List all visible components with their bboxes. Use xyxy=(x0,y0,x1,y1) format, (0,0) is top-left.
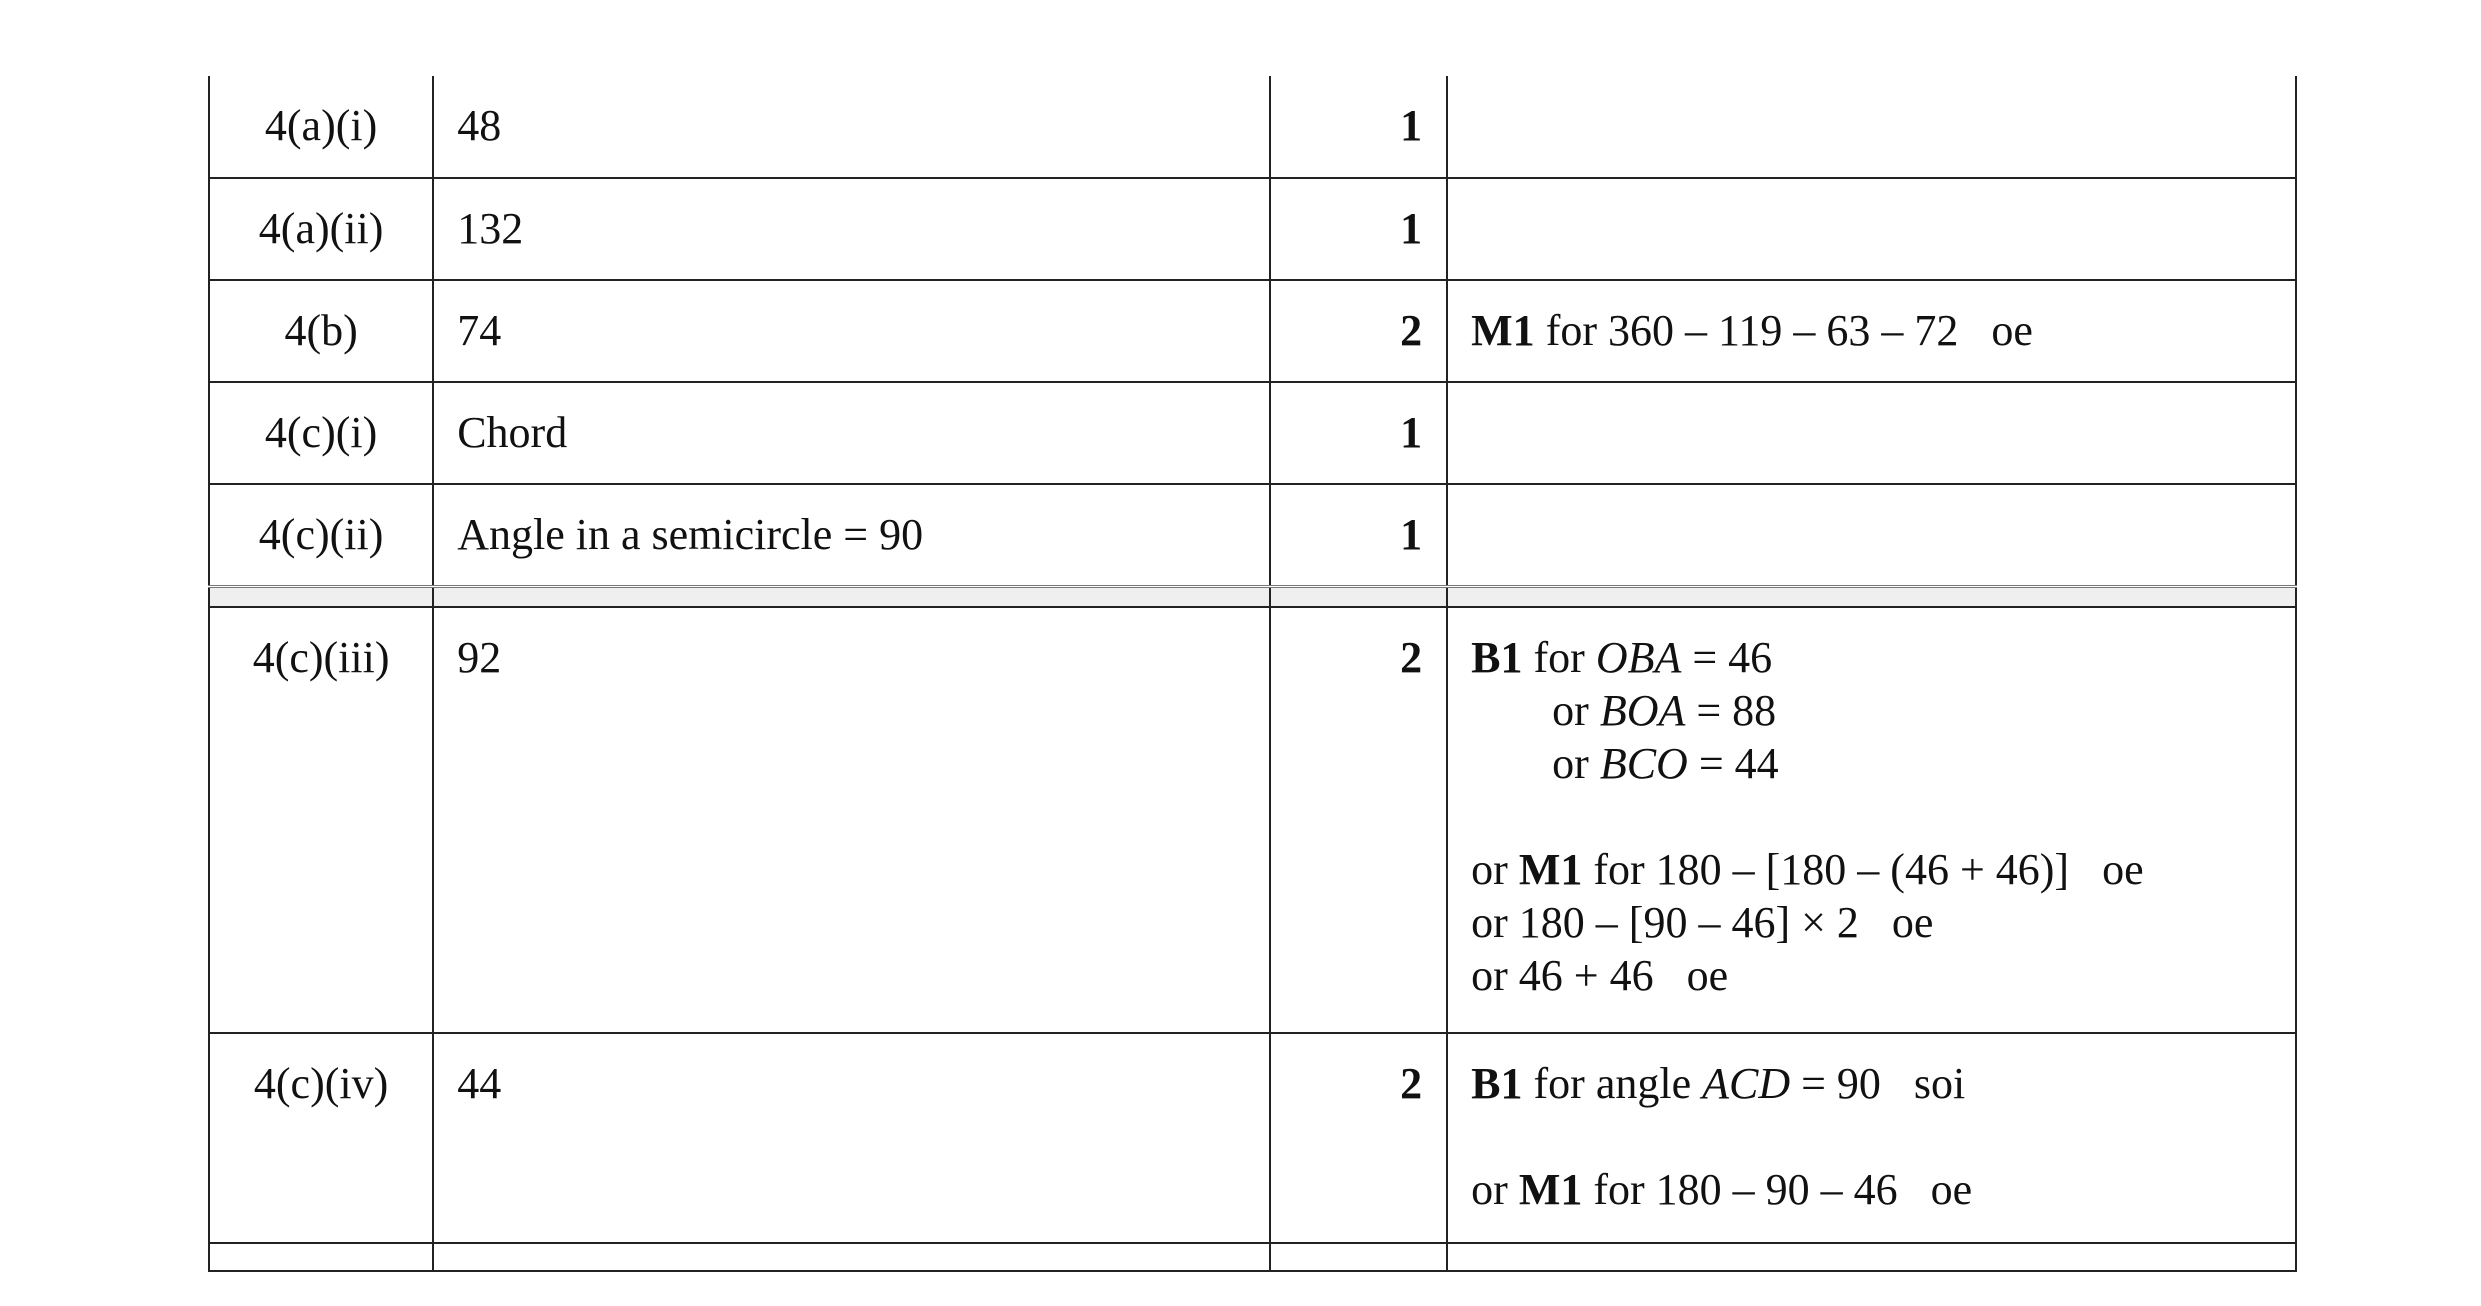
answer: 92 xyxy=(457,633,502,682)
table-row xyxy=(209,484,2296,587)
table-row xyxy=(209,382,2296,484)
mark-code: M1 xyxy=(1518,1165,1583,1214)
spacer xyxy=(1471,1110,2295,1163)
guidance-line: or 46 + 46 oe xyxy=(1471,951,1729,1000)
angle-name: ACD xyxy=(1702,1059,1791,1108)
question-number: 4(a)(ii) xyxy=(258,204,384,253)
guidance-line xyxy=(1471,631,2295,684)
answer: 48 xyxy=(457,101,502,150)
question-number: 4(c)(i) xyxy=(264,408,378,457)
table-row xyxy=(209,1033,2296,1243)
guidance-text: for 180 – 90 – 46 oe xyxy=(1582,1165,1973,1214)
guidance xyxy=(1471,281,2295,381)
answer: Chord xyxy=(457,408,568,457)
guidance-text: for 180 – [180 – (46 + 46)] oe xyxy=(1582,845,2144,894)
guidance xyxy=(1471,179,2295,226)
guidance-text: or xyxy=(1552,739,1600,788)
table-row xyxy=(209,178,2296,280)
guidance xyxy=(1471,1034,2295,1240)
answer: 74 xyxy=(457,306,502,355)
guidance-line: or 180 – [90 – 46] × 2 oe xyxy=(1471,898,1934,947)
question-number: 4(b) xyxy=(284,306,358,355)
guidance-text: or xyxy=(1552,686,1600,735)
mark-code: B1 xyxy=(1471,1059,1523,1108)
guidance-line xyxy=(1471,684,2295,737)
marks: 1 xyxy=(1400,510,1423,559)
question-number: 4(c)(iv) xyxy=(253,1059,389,1108)
guidance xyxy=(1471,383,2295,430)
guidance-text: = 90 soi xyxy=(1790,1059,1966,1108)
question-number: 4(a)(i) xyxy=(264,101,378,150)
spacer xyxy=(1471,790,2295,843)
table-row xyxy=(209,280,2296,382)
guidance-line xyxy=(1471,1057,2295,1110)
marks: 1 xyxy=(1400,204,1423,253)
angle-name: BCO xyxy=(1599,739,1688,788)
angle-name: OBA xyxy=(1595,633,1682,682)
guidance-text: or xyxy=(1471,845,1519,894)
marks: 2 xyxy=(1400,1059,1423,1108)
answer: 44 xyxy=(457,1059,502,1108)
mark-scheme-sheet xyxy=(208,76,2297,1272)
mark-code: M1 xyxy=(1471,306,1535,355)
guidance-text: for xyxy=(1522,633,1596,682)
answer: 132 xyxy=(457,204,524,253)
table-row xyxy=(209,607,2296,1033)
guidance-line xyxy=(1471,843,2295,896)
answer: Angle in a semicircle = 90 xyxy=(457,510,924,559)
guidance-text: = 44 xyxy=(1687,739,1779,788)
guidance xyxy=(1471,608,2295,1026)
guidance xyxy=(1471,485,2295,532)
marks: 1 xyxy=(1400,408,1423,457)
guidance xyxy=(1471,76,2295,123)
page-break-divider xyxy=(209,587,2296,608)
guidance-text: for angle xyxy=(1522,1059,1703,1108)
guidance-text: for 360 – 119 – 63 – 72 oe xyxy=(1534,306,2033,355)
guidance-line xyxy=(1471,737,2295,790)
table-row xyxy=(209,76,2296,178)
mark-scheme-table xyxy=(208,76,2297,1272)
table-row-continuation xyxy=(209,1243,2296,1271)
marks: 1 xyxy=(1400,101,1423,150)
marks: 2 xyxy=(1400,306,1423,355)
guidance-line xyxy=(1471,1163,2295,1216)
angle-name: BOA xyxy=(1599,686,1686,735)
guidance-text: or xyxy=(1471,1165,1519,1214)
question-number: 4(c)(iii) xyxy=(252,633,390,682)
mark-code: B1 xyxy=(1471,633,1523,682)
guidance-text: = 46 xyxy=(1681,633,1773,682)
mark-code: M1 xyxy=(1518,845,1583,894)
marks: 2 xyxy=(1400,633,1423,682)
guidance-text: = 88 xyxy=(1685,686,1777,735)
question-number: 4(c)(ii) xyxy=(258,510,384,559)
